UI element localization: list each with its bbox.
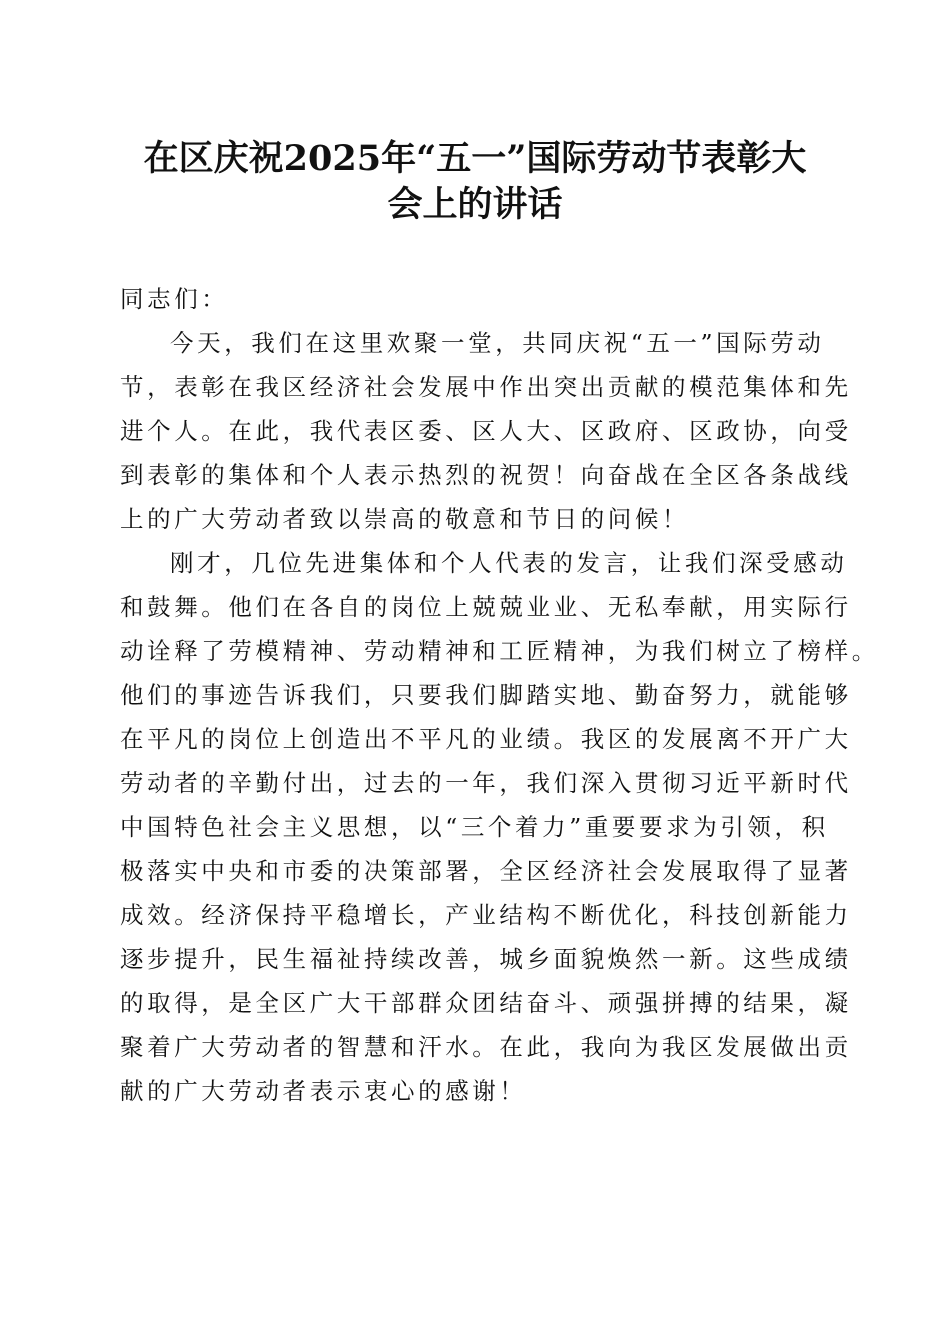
paragraph-line: 的取得，是全区广大干部群众团结奋斗、顽强拼搏的结果，凝 (120, 989, 852, 1017)
document-body (120, 277, 879, 1113)
paragraph-line: 到表彰的集体和个人表示热烈的祝贺！向奋战在全区各条战线 (120, 461, 852, 489)
paragraph-2 (120, 541, 879, 1113)
paragraph-line: 成效。经济保持平稳增长，产业结构不断优化，科技创新能力 (120, 901, 852, 929)
paragraph-line: 聚着广大劳动者的智慧和汗水。在此，我向为我区发展做出贡 (120, 1033, 852, 1061)
title-line-2: 会上的讲话 (387, 184, 563, 225)
paragraph-line: 进个人。在此，我代表区委、区人大、区政府、区政协，向受 (120, 417, 852, 445)
paragraph-line: 动诠释了劳模精神、劳动精神和工匠精神，为我们树立了榜样。 (120, 637, 879, 665)
paragraph-line: 逐步提升，民生福祉持续改善，城乡面貌焕然一新。这些成绩 (120, 945, 852, 973)
salutation: 同志们： (120, 285, 229, 313)
paragraph-line: 今天，我们在这里欢聚一堂，共同庆祝“五一”国际劳动 (170, 329, 825, 357)
title-line-1: 在区庆祝2025年“五一”国际劳动节表彰大 (143, 138, 807, 179)
paragraph-line: 在平凡的岗位上创造出不平凡的业绩。我区的发展离不开广大 (120, 725, 852, 753)
document-title (100, 136, 850, 228)
paragraph-1 (120, 321, 852, 541)
paragraph-line: 刚才，几位先进集体和个人代表的发言，让我们深受感动 (170, 549, 848, 577)
paragraph-line: 他们的事迹告诉我们，只要我们脚踏实地、勤奋努力，就能够 (120, 681, 852, 709)
paragraph-line: 劳动者的辛勤付出，过去的一年，我们深入贯彻习近平新时代 (120, 769, 852, 797)
paragraph-line: 节，表彰在我区经济社会发展中作出突出贡献的模范集体和先 (120, 373, 852, 401)
paragraph-line: 献的广大劳动者表示衷心的感谢！ (120, 1077, 527, 1105)
paragraph-line: 上的广大劳动者致以崇高的敬意和节日的问候！ (120, 505, 690, 533)
paragraph-line: 中国特色社会主义思想，以“三个着力”重要要求为引领，积 (120, 813, 829, 841)
paragraph-line: 和鼓舞。他们在各自的岗位上兢兢业业、无私奉献，用实际行 (120, 593, 852, 621)
paragraph-line: 极落实中央和市委的决策部署，全区经济社会发展取得了显著 (120, 857, 852, 885)
